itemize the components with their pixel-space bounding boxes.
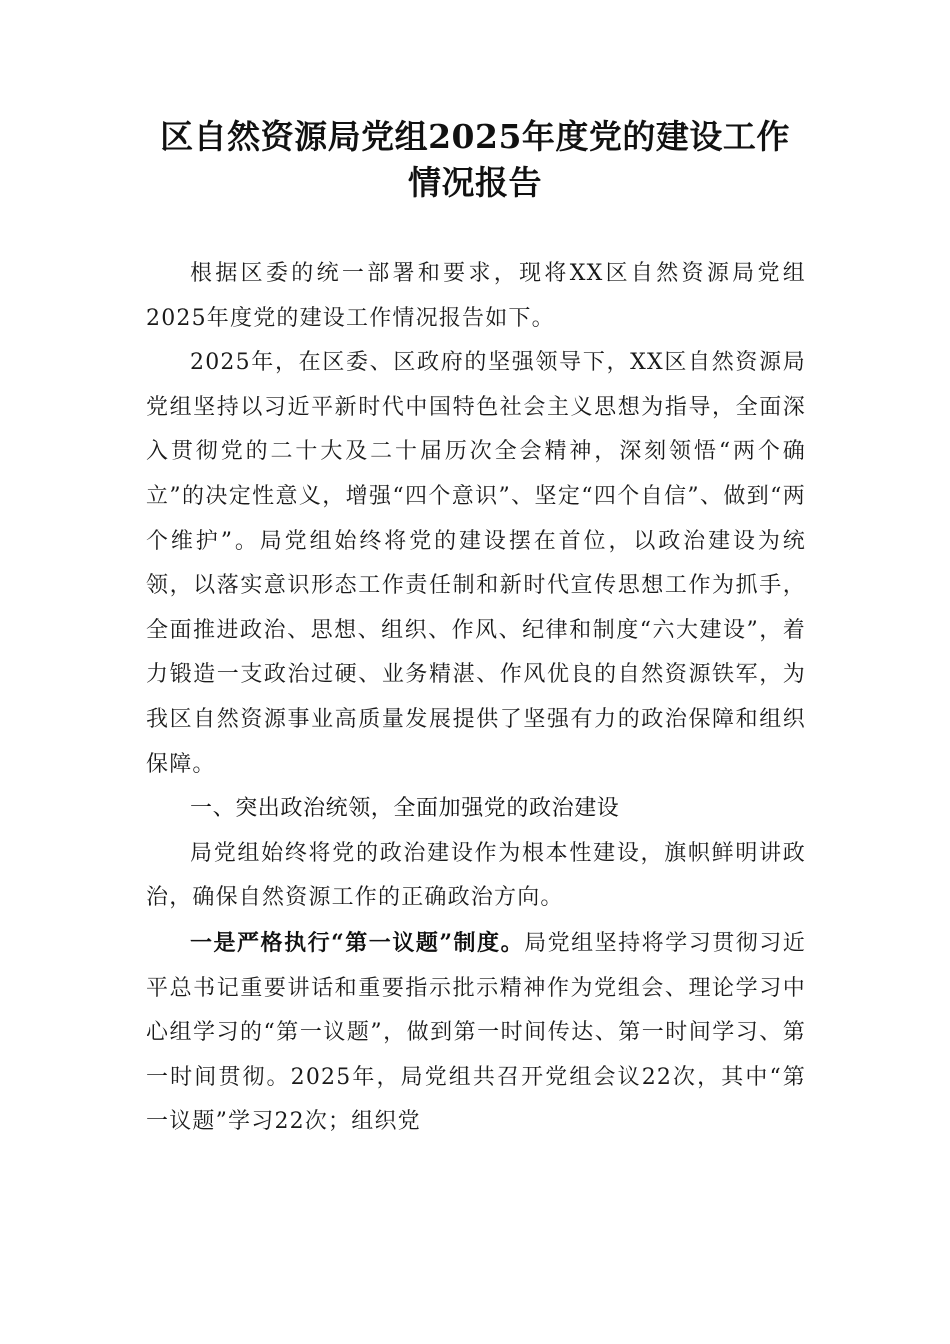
paragraph-overview: 2025年，在区委、区政府的坚强领导下，XX区自然资源局党组坚持以习近平新时代中国特色社会主义思想为指导，全面深入贯彻党的二十大及二十届历次全会精神，深刻领悟“两个确立”的决定性意义，增强“四个意识”、坚定“四个自信”、做到“两个维护”。局党组始终将党的建设摆在首位，以政治建设为统领，以落实意识形态工作责任制和新时代宣传思想工作为抓手，全面推进政治、思想、组织、作风、纪律和制度“六大建设”，着力锻造一支政治过硬、业务精湛、作风优良的自然资源铁军，为我区自然资源事业高质量发展提供了坚强有力的政治保障和组织保障。 — [146, 350, 806, 777]
section-heading-1: 一、突出政治统领，全面加强党的政治建设 — [190, 796, 620, 822]
paragraph-section1-intro: 局党组始终将党的政治建设作为根本性建设，旗帜鲜明讲政治，确保自然资源工作的正确政治方向。 — [146, 840, 806, 911]
paragraph-intro: 根据区委的统一部署和要求，现将XX区自然资源局党组2025年度党的建设工作情况报告如下。 — [146, 261, 806, 331]
document-body — [146, 252, 806, 1145]
paragraph-lead-text: 一是严格执行“第一议题”制度。 — [190, 929, 525, 956]
title-line-2: 情况报告 — [408, 163, 542, 202]
title-line-1: 区自然资源局党组2025年度党的建设工作 — [160, 117, 790, 156]
paragraph-first-topic — [146, 921, 806, 1145]
paragraph-body-text: 局党组坚持将学习贯彻习近平总书记重要讲话和重要指示批示精神作为党组会、理论学习中心组学习的“第一议题”，做到第一时间传达、第一时间学习、第一时间贯彻。2025年，局党组共召开党组会议22次，其中“第一议题”学习22次；组织党 — [146, 930, 806, 1135]
document-title — [140, 114, 810, 206]
